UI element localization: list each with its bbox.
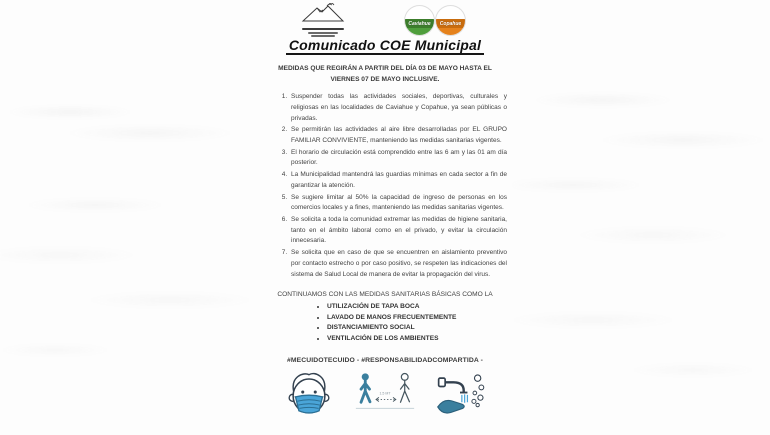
copahue-badge [436,6,465,35]
background-ghost-right [513,0,770,435]
logo-caption-lines [297,28,349,37]
document-header [257,0,513,36]
hashtags-line: #MECUIDOTECUIDO - #RESPONSABILIDADCOMPARTIDA - [286,356,484,364]
logo-caption-bar [308,32,338,34]
measures-heading: MEDIDAS QUE REGIRÁN A PARTIR DEL DÍA 03 DE MAYO HASTA EL VIERNES 07 DE MAYO INCLUSIVE. [278,65,492,83]
locality-badges [405,6,465,35]
basic-measure-item: • LAVADO DE MANOS FRECUENTEMENTE [327,313,513,324]
basic-measure-item: • DISTANCIAMIENTO SOCIAL [327,323,513,334]
measure-item: 6. Se solicita a toda la comunidad extremar las medidas de higiene sanitaria, tanto en el ámbito laboral como en el privado, y evitar la circulación innecesaria. [289,215,507,247]
continuation-text: CONTINUAMOS CON LAS MEDIDAS SANITARIAS BÁSICAS COMO LA [277,291,493,299]
document-title: Comunicado COE Municipal [286,37,484,55]
caviahue-badge [405,6,434,35]
measure-item: 4. La Municipalidad mantendrá las guardias mínimas en cada sector a fin de garantizar la atención. [289,170,507,191]
social-distance-icon [354,370,416,412]
measure-item: 5. Se sugiere limitar al 50% la capacidad de ingreso de personas en los comercios locales y a fines, manteniendo las medidas sanitarias vigentes. [289,193,507,214]
municipality-logo [297,3,349,37]
basic-measures-list [317,302,513,344]
background-ghost-left [0,0,257,435]
measure-item: 3. El horario de circulación está comprendido entre las 6 am y las 01 am día posterior. [289,148,507,169]
distance-label: 1.5 MT [378,390,391,395]
basic-measure-item: • VENTILACIÓN DE LOS AMBIENTES [327,334,513,345]
title-row [257,37,513,55]
caviahue-badge-label: Caviahue [405,19,434,28]
logo-caption-bar [302,28,344,30]
measure-item: 1. Suspender todas las actividades sociales, deportivas, culturales y religiosas en las localidades de Caviahue y Copahue, ya sean públicas o privadas. [289,92,507,124]
copahue-badge-label: Copahue [436,19,465,28]
communique-document [257,0,513,435]
footer-icons-row [257,370,513,416]
volcano-logo-icon [300,3,346,22]
measures-list [279,92,507,280]
basic-measure-item: • UTILIZACIÓN DE TAPA BOCA [327,302,513,313]
measure-item: 2. Se permitirán las actividades al aire libre desarrolladas por EL GRUPO FAMILIAR CONVIVIENTE, manteniendo las medidas sanitarias vigentes. [289,125,507,146]
face-mask-icon [283,370,335,416]
measure-item: 7. Se solicita que en caso de que se encuentren en aislamiento preventivo por contacto estrecho o por caso positivo, se respeten las indicaciones del sistema de Salud Local de manera de evitar la propagación del virus. [289,248,507,280]
hand-washing-icon [434,370,486,416]
